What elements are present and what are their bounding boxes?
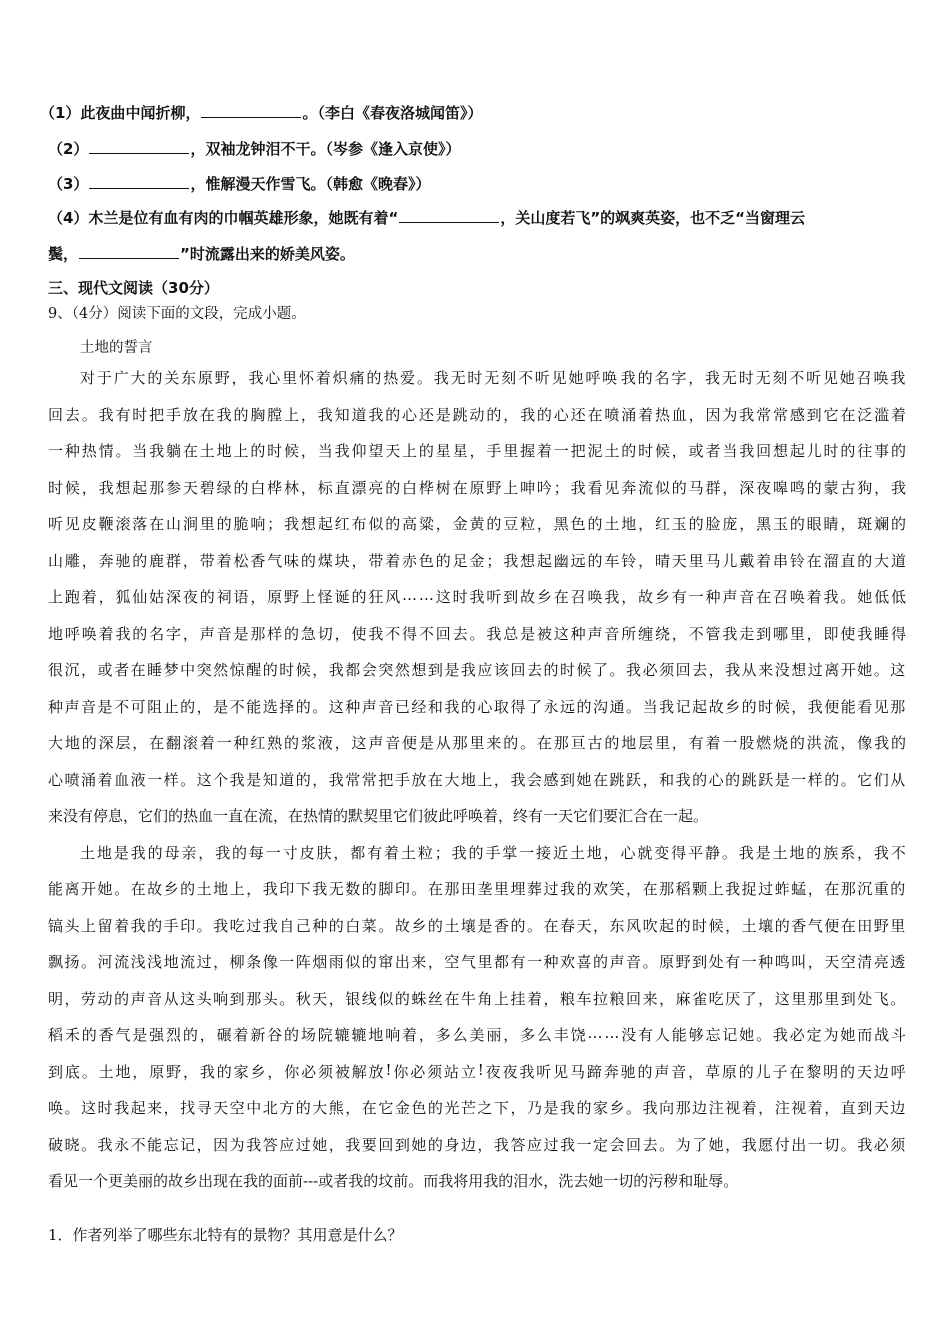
question-blank-4-line2-prefix: 鬓， [48, 245, 79, 263]
article-line: 看见一个更美丽的故乡出现在我的面前---或者我的坟前。而我将用我的泪水，洗去她一切的污秽和耻辱。 [48, 1172, 739, 1190]
question-blank-1-prefix: （1）此夜曲中闻折柳， [40, 104, 201, 122]
question-blank-3-suffix: ，惟解漫天作雪飞。（韩愈《晚春》） [190, 175, 431, 193]
question-blank-4-prefix: （4）木兰是位有血有肉的巾帼英雄形象，她既有着“ [48, 209, 399, 227]
question-blank-4-line-2 [48, 243, 355, 264]
question-blank-4-middle: ，关山度若飞”的飒爽英姿，也不乏“当窗理云 [500, 209, 806, 227]
question-blank-4-line-1 [48, 207, 805, 228]
question-blank-1 [40, 102, 482, 123]
article-line: 山 雕 ， 奔 驰 的 鹿 群 ， 带 着 松 香 气 味 的 煤 块 ， 带 着 赤 色 的 足 金 ； 我 想 起 幽 远 的 车 铃 ， 晴 天 里 马 儿 戴 着 串 铃 在 溜 直 的 大 道 [48, 551, 906, 570]
question-blank-3-prefix: （3） [48, 175, 89, 193]
article-line: 到 底 。 土 地 ， 原 野 ， 我 的 家 乡 ， 你 必 须 被 解 放 ! 你 必 须 站 立 ! 夜 夜 我 听 见 马 蹄 奔 驰 的 声 音 ， 草 原 的 儿 子 在 黎 明 的 天 边 呼 [48, 1060, 906, 1081]
article-line: 镐 头 上 留 着 我 的 手 印 。 我 吃 过 我 自 己 种 的 白 菜 。 故 乡 的 土 壤 是 香 的 。 在 春 天 ， 东 风 吹 起 的 时 候 ， 土 壤 的 香 气 便 在 田 野 里 [48, 916, 906, 935]
article-line: 心 喷 涌 着 血 液 一 样 。 这 个 我 是 知 道 的 ， 我 常 常 把 手 放 在 大 地 上 ， 我 会 感 到 她 在 跳 跃 ， 和 我 的 心 的 跳 跃 是 一 样 的 。 它 们 从 [48, 770, 906, 789]
question-blank-3 [48, 173, 430, 194]
question-blank-4-suffix: ”时流露出来的娇美风姿。 [180, 245, 355, 263]
question-blank-2-suffix: ，双袖龙钟泪不干。（岑参《逢入京使》） [190, 140, 461, 158]
article-line: 听 见 皮 鞭 滚 落 在 山 涧 里 的 脆 响 ； 我 想 起 红 布 似 的 高 粱 ， 金 黄 的 豆 粒 ， 黑 色 的 土 地 ， 红 玉 的 脸 庞 ， 黑 玉 的 眼 睛 ， 斑 斓 的 [48, 515, 906, 533]
article-line: 地 呼 唤 着 我 的 名 字 ， 声 音 是 那 样 的 急 切 ， 使 我 不 得 不 回 去 。 我 总 是 被 这 种 声 音 所 缠 绕 ， 不 管 我 走 到 哪 里 ， 即 使 我 睡 得 [48, 624, 906, 643]
article-line: 大 地 的 深 层 ， 在 翻 滚 着 一 种 红 熟 的 浆 液 ， 这 声 音 便 是 从 那 里 来 的 。 在 那 亘 古 的 地 层 里 ， 有 着 一 股 燃 烧 的 洪 流 ， 像 我 的 [48, 734, 906, 752]
article-line: 稻 禾 的 香 气 是 强 烈 的 ， 碾 着 新 谷 的 场 院 辘 辘 地 响 着 ， 多 么 美 丽 ， 多 么 丰 饶 … … 没 有 人 能 够 忘 记 她 。 我 必 定 为 她 而 战 斗 [48, 1024, 906, 1044]
answer-blank-line [89, 173, 189, 189]
question-blank-1-suffix: 。（李白《春夜洛城闻笛》） [302, 104, 483, 122]
article-line: 一 种 热 情 。 当 我 躺 在 土 地 上 的 时 候 ， 当 我 仰 望 天 上 的 星 星 ， 手 里 握 着 一 把 泥 土 的 时 候 ， 或 者 当 我 回 想 起 儿 时 的 往 事 的 [48, 442, 906, 460]
article-line: 破 晓 。 我 永 不 能 忘 记 ， 因 为 我 答 应 过 她 ， 我 要 回 到 她 的 身 边 ， 我 答 应 过 我 一 定 会 回 去 。 为 了 她 ， 我 愿 付 出 一 切 。 我 必 须 [48, 1135, 906, 1154]
article-line: 对 于 广 大 的 关 东 原 野 ， 我 心 里 怀 着 炽 痛 的 热 爱 。 我 无 时 无 刻 不 听 见 她 呼 唤 我 的 名 字 ， 我 无 时 无 刻 不 听 见 她 召 唤 我 [80, 369, 906, 387]
question-intro: 9、（4分）阅读下面的文段，完成小题。 [48, 306, 306, 322]
article-line: 很 沉 ， 或 者 在 睡 梦 中 突 然 惊 醒 的 时 候 ， 我 都 会 突 然 想 到 是 我 应 该 回 去 的 时 候 了 。 我 必 须 回 去 ， 我 从 来 没 想 过 离 开 她 。 这 [48, 661, 906, 679]
article-line: 上 跑 着 ， 狐 仙 姑 深 夜 的 祠 语 ， 原 野 上 怪 诞 的 狂 风 … … 这 时 我 听 到 故 乡 在 召 唤 我 ， 故 乡 有 一 种 声 音 在 召 唤 着 我 。 她 低 低 [48, 586, 906, 606]
article-line: 来没有停息，它们的热血一直在流，在热情的默契里它们彼此呼唤着，终有一天它们要汇合在一起。 [48, 807, 709, 825]
article-line: 回 去 。 我 有 时 把 手 放 在 我 的 胸 膛 上 ， 我 知 道 我 的 心 还 是 跳 动 的 ， 我 的 心 还 在 喷 涌 着 热 血 ， 因 为 我 常 常 感 到 它 在 泛 滥 着 [48, 405, 906, 424]
article-line: 种 声 音 是 不 可 阻 止 的 ， 是 不 能 选 择 的 。 这 种 声 音 已 经 和 我 的 心 取 得 了 永 远 的 沟 通 。 当 我 记 起 故 乡 的 时 候 ， 我 便 能 看 见 那 [48, 697, 906, 716]
answer-blank-line [201, 102, 301, 118]
question-blank-2 [48, 138, 460, 159]
sub-question: 1．作者列举了哪些东北特有的景物？其用意是什么？ [48, 1226, 403, 1244]
answer-blank-line [399, 207, 499, 223]
article-line: 土 地 是 我 的 母 亲 ， 我 的 每 一 寸 皮 肤 ， 都 有 着 土 粒 ； 我 的 手 掌 一 接 近 土 地 ， 心 就 变 得 平 静 。 我 是 土 地 的 族 系 ， 我 不 [80, 843, 906, 862]
answer-blank-line [79, 243, 179, 259]
section-title: 三、现代文阅读（30分） [48, 279, 219, 297]
article-title: 土地的誓言 [80, 340, 153, 356]
article-line: 飘 扬 。 河 流 浅 浅 地 流 过 ， 柳 条 像 一 阵 烟 雨 似 的 窜 出 来 ， 空 气 里 都 有 一 种 欢 喜 的 声 音 。 原 野 到 处 有 一 种 鸣 叫 ， 天 空 清 亮 透 [48, 953, 906, 971]
article-line: 明 ， 劳 动 的 声 音 从 这 头 响 到 那 头 。 秋 天 ， 银 线 似 的 蛛 丝 在 牛 角 上 挂 着 ， 粮 车 拉 粮 回 来 ， 麻 雀 吃 厌 了 ， 这 里 那 里 到 处 飞 。 [48, 989, 906, 1008]
question-blank-2-prefix: （2） [48, 140, 89, 158]
article-line: 时 候 ， 我 想 起 那 参 天 碧 绿 的 白 桦 林 ， 标 直 漂 亮 的 白 桦 树 在 原 野 上 呻 吟 ； 我 看 见 奔 流 似 的 马 群 ， 深 夜 嗥 鸣 的 蒙 古 狗 ， 我 [48, 478, 906, 497]
answer-blank-line [89, 138, 189, 154]
article-line: 能 离 开 她 。 在 故 乡 的 土 地 上 ， 我 印 下 我 无 数 的 脚 印 。 在 那 田 垄 里 埋 葬 过 我 的 欢 笑 ， 在 那 稻 颗 上 我 捉 过 蚱 蜢 ， 在 那 沉 重 的 [48, 880, 906, 898]
article-line: 唤 。 这 时 我 起 来 ， 找 寻 天 空 中 北 方 的 大 熊 ， 在 它 金 色 的 光 芒 之 下 ， 乃 是 我 的 家 乡 。 我 向 那 边 注 视 着 ， 注 视 着 ， 直 到 天 边 [48, 1099, 906, 1117]
